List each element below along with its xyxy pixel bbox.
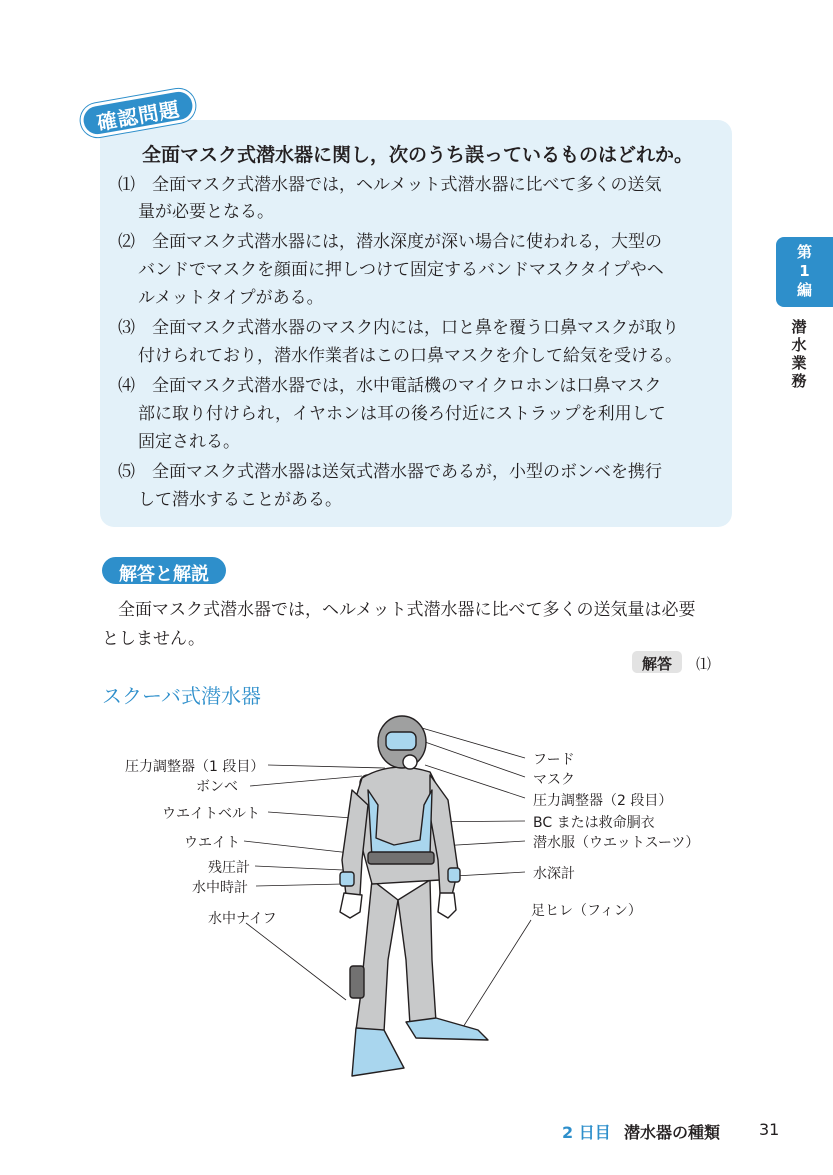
label-first-stage-regulator: 圧力調整器（1 段目） [125, 759, 265, 775]
label-second-stage-regulator: 圧力調整器（2 段目） [533, 793, 673, 809]
question-line: ⑴ 全面マスク式潜水器では，ヘルメット式潜水器に比べて多くの送気 [118, 175, 662, 195]
question-line: 部に取り付けられ，イヤホンは耳の後ろ付近にストラップを利用して [138, 404, 666, 424]
label-dive-watch: 水中時計 [192, 880, 248, 896]
part-tab-top: 第 [796, 243, 812, 261]
section-title: スクーバ式潜水器 [102, 684, 261, 708]
part-tab-bottom: 編 [796, 281, 812, 299]
question-line: 固定される。 [138, 432, 240, 452]
answer-badge-label: 解答と解説 [119, 564, 209, 585]
part-tab [776, 237, 833, 307]
answer-tag-label: 解答 [641, 655, 672, 673]
question-line: ⑵ 全面マスク式潜水器には，潜水深度が深い場合に使われる，大型の [118, 232, 662, 252]
footer-day: 2 日目 [562, 1123, 611, 1142]
answer-badge [102, 557, 226, 584]
question-line: ⑸ 全面マスク式潜水器は送気式潜水器であるが，小型のボンベを携行 [118, 462, 662, 482]
label-dive-knife: 水中ナイフ [208, 911, 277, 927]
part-title-vertical [788, 318, 810, 390]
question-line: して潜水することがある。 [138, 490, 342, 510]
answer-value: ⑴ [696, 655, 712, 673]
answer-line: 全面マスク式潜水器では，ヘルメット式潜水器に比べて多くの送気量は必要 [118, 600, 696, 620]
question-title: 全面マスク式潜水器に関し，次のうち誤っているものはどれか。 [142, 144, 694, 166]
label-mask: マスク [533, 772, 575, 788]
part-title-char: 潜 [791, 318, 807, 336]
label-tank: ボンベ [196, 779, 238, 795]
question-line: ルメットタイプがある。 [138, 288, 324, 308]
answer-line: としません。 [102, 629, 206, 649]
answer-tag [632, 651, 682, 673]
label-depth-gauge: 水深計 [533, 866, 575, 882]
page-number: 31 [759, 1120, 780, 1139]
label-fins: 足ヒレ（フィン） [531, 903, 642, 919]
label-weight: ウエイト [184, 835, 240, 851]
part-tab-number: 1 [799, 262, 810, 280]
label-pressure-gauge: 残圧計 [208, 860, 250, 876]
question-badge-label: 確認問題 [95, 96, 182, 136]
question-line: ⑷ 全面マスク式潜水器では，水中電話機のマイクロホンは口鼻マスク [118, 376, 662, 396]
footer-title: 潜水器の種類 [624, 1123, 721, 1142]
label-bc: BC または救命胴衣 [533, 815, 655, 831]
label-wetsuit: 潜水服（ウエットスーツ） [533, 835, 700, 851]
question-line: ⑶ 全面マスク式潜水器のマスク内には，口と鼻を覆う口鼻マスクが取り [118, 318, 679, 338]
question-line: 付けられており，潜水作業者はこの口鼻マスクを介して給気を受ける。 [138, 346, 682, 366]
part-title-char: 務 [791, 372, 807, 390]
part-title-char: 水 [791, 336, 807, 354]
part-title-char: 業 [791, 354, 807, 372]
question-line: バンドでマスクを顔面に押しつけて固定するバンドマスクタイプやヘ [138, 260, 664, 280]
label-hood: フード [533, 752, 575, 768]
label-weight-belt: ウエイトベルト [162, 806, 260, 822]
question-line: 量が必要となる。 [138, 202, 274, 222]
